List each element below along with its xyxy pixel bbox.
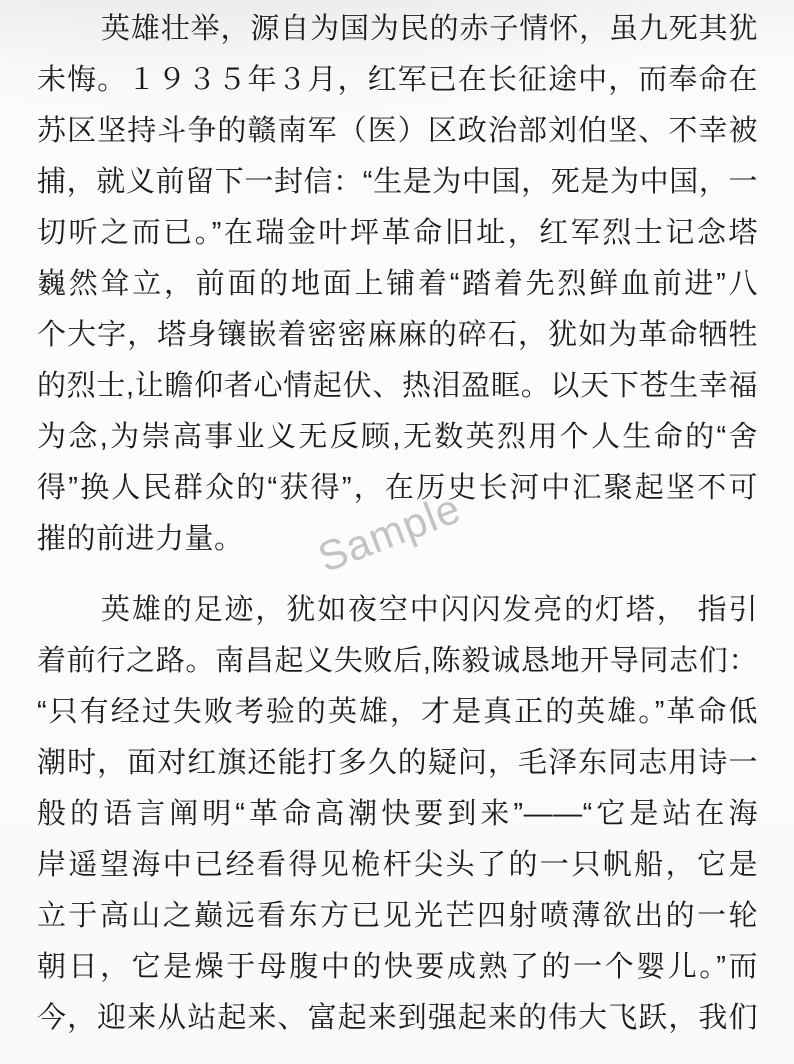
text-line: 切听之而已。”在瑞金叶坪革命旧址，红军烈士记念塔 [37,217,758,249]
text-line: 捕，就义前留下一封信：“生是为中国，死是为中国，一 [37,166,758,198]
text-line: 潮时，面对红旗还能打多久的疑问，毛泽东同志用诗一 [37,747,758,779]
paragraph-heroic-footsteps [37,585,758,1044]
text-line: 立于高山之巅远看东方已见光芒四射喷薄欲出的一轮 [37,900,758,932]
text-line: 的烈士,让瞻仰者心情起伏、热泪盈眶。以天下苍生幸福 [37,370,758,402]
text-line: 朝日，它是燥于母腹中的快要成熟了的一个婴儿。”而 [37,951,758,983]
text-line: 英雄壮举，源自为国为民的赤子情怀，虽九死其犹 [101,13,758,45]
text-line: 巍然耸立，前面的地面上铺着“踏着先烈鲜血前进”八 [37,268,758,300]
text-line: “只有经过失败考验的英雄，才是真正的英雄。”革命低 [37,696,758,728]
sample-watermark: Sample [311,484,468,582]
text-line: 摧的前进力量。 [37,523,244,555]
text-line: 个大字，塔身镶嵌着密密麻麻的碎石，犹如为革命牺牲 [37,319,758,351]
text-line: 岸遥望海中已经看得见桅杆尖头了的一只帆船，它是 [37,849,758,881]
text-line: 得”换人民群众的“获得”，在历史长河中汇聚起坚不可 [37,472,758,504]
text-line: 为念,为崇高事业义无反顾,无数英烈用个人生命的“舍 [37,421,758,453]
text-line: 今，迎来从站起来、富起来到强起来的伟大飞跃，我们 [37,1002,758,1034]
text-line: 苏区坚持斗争的赣南军（医）区政治部刘伯坚、不幸被 [37,115,758,147]
paragraph-heroic-deeds [37,4,758,565]
text-line: 般的语言阐明“革命高潮快要到来”——“它是站在海 [37,798,758,830]
text-line: 未悔。１９３５年３月，红军已在长征途中，而奉命在 [37,64,758,96]
text-line: 英雄的足迹，犹如夜空中闪闪发亮的灯塔， 指引 [101,594,758,626]
text-line: 着前行之路。南昌起义失败后,陈毅诚恳地开导同志们： [37,645,758,677]
